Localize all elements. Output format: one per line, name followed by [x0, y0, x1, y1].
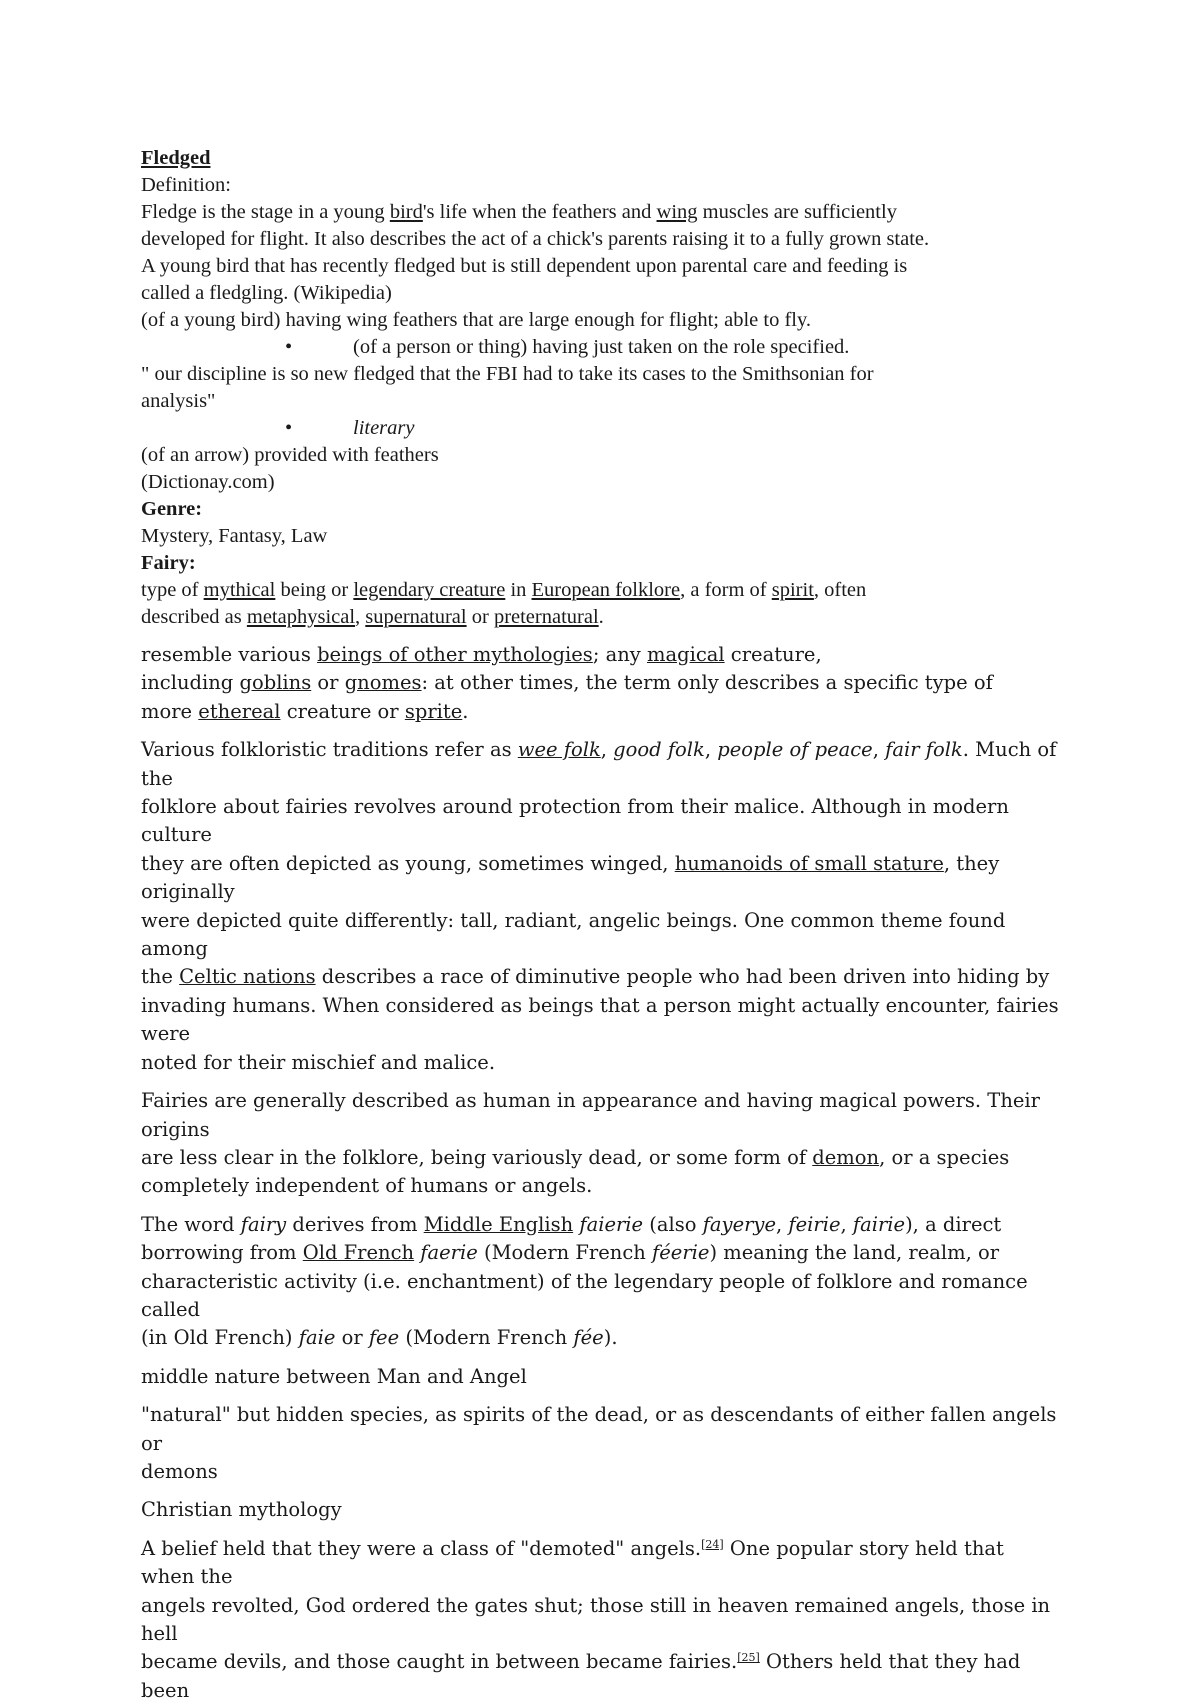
text-line	[141, 1535, 1061, 1592]
definition-label: Definition:	[141, 174, 231, 196]
hyperlink[interactable]: preternatural	[493, 606, 599, 628]
italic-term: good folk	[613, 738, 705, 762]
text-run: or	[466, 606, 494, 628]
paragraph	[141, 1496, 1061, 1524]
fairy-definition-block	[141, 577, 1061, 631]
text-run: Fledge is the stage in a young	[141, 201, 390, 223]
text-run: ,	[775, 1212, 789, 1236]
text-line	[141, 280, 1061, 307]
bullet-icon: •	[285, 417, 293, 439]
text-line	[141, 992, 1061, 1049]
text-line	[141, 1363, 1061, 1391]
text-run: resemble various	[141, 643, 318, 666]
text-run: the	[141, 965, 180, 989]
text-run: Others held that they had been	[141, 1650, 1021, 1702]
text-line	[141, 1268, 1061, 1325]
text-run: creature,	[724, 643, 822, 666]
text-line	[141, 577, 1061, 604]
text-line	[141, 199, 1061, 226]
text-run: demons	[141, 1459, 218, 1483]
italic-term: fair folk	[885, 738, 963, 762]
paragraph	[141, 1211, 1061, 1353]
hyperlink[interactable]: ethereal	[198, 699, 281, 723]
text-line	[141, 1087, 1061, 1144]
text-line	[141, 253, 1061, 280]
text-run: including	[141, 671, 240, 695]
italic-term: fayerye	[702, 1212, 776, 1236]
quote-block	[141, 361, 1061, 415]
text-run: " our discipline is so new fledged that the FBI had to take its cases to the Smithsonian for	[141, 363, 874, 385]
text-run: Fairies are generally described as human in appearance and having magical powers. Their origins	[141, 1089, 1040, 1141]
italic-term: faierie	[579, 1212, 644, 1236]
paragraph	[141, 736, 1061, 1077]
bullet-icon: •	[285, 336, 293, 358]
text-run: , often	[813, 579, 867, 601]
italic-term: faerie	[420, 1241, 478, 1265]
text-line	[141, 1144, 1061, 1172]
text-run: more	[141, 699, 199, 723]
text-line	[141, 226, 1061, 253]
text-run: ), a direct	[905, 1212, 1002, 1236]
text-line	[141, 1496, 1061, 1524]
text-run: analysis"	[141, 390, 216, 412]
body-paragraphs	[141, 641, 1061, 1705]
italic-term: feirie	[788, 1212, 841, 1236]
hyperlink[interactable]: Celtic nations	[179, 965, 316, 989]
genre-value: Mystery, Fantasy, Law	[141, 525, 328, 547]
italic-term: féerie	[652, 1241, 710, 1265]
text-run: "natural" but hidden species, as spirits of the dead, or as descendants of either fallen angels or	[141, 1403, 1057, 1455]
text-run: ,	[840, 1212, 853, 1236]
text-run: , or a species	[879, 1145, 1010, 1169]
bullet-item	[141, 415, 1061, 442]
text-run: . Much of the	[141, 738, 1057, 790]
document-page	[141, 145, 1061, 1705]
citation-link[interactable]: [25]	[737, 1651, 760, 1665]
text-run: or	[311, 671, 345, 695]
hyperlink[interactable]: sprite	[404, 699, 463, 723]
paragraph	[141, 1363, 1061, 1391]
text-run: , a form of	[680, 579, 772, 601]
italic-term: fairy	[240, 1212, 287, 1236]
hyperlink[interactable]: wing	[656, 201, 698, 223]
text-line	[141, 669, 1061, 697]
hyperlink[interactable]: Middle English	[423, 1212, 574, 1236]
text-run: characteristic activity (i.e. enchantment) of the legendary people of folklore and romance called	[141, 1269, 1028, 1321]
text-run: in	[505, 579, 532, 601]
bullet-text: (of a person or thing) having just taken on the role specified.	[353, 336, 850, 358]
italic-term: fee	[368, 1326, 400, 1350]
text-run: (of an arrow) provided with feathers	[141, 444, 439, 466]
text-run: being or	[275, 579, 354, 601]
text-run: noted for their mischief and malice.	[141, 1050, 496, 1074]
hyperlink[interactable]: supernatural	[365, 606, 467, 628]
citation-link[interactable]: [24]	[701, 1537, 724, 1551]
text-run: (Modern French	[399, 1326, 574, 1350]
text-run: developed for flight. It also describes the act of a chick's parents raising it to a fully grown state.	[141, 228, 930, 250]
hyperlink[interactable]: mythical	[203, 579, 276, 601]
text-run: ,	[704, 738, 718, 762]
text-run: angels revolted, God ordered the gates shut; those still in heaven remained angels, those in hell	[141, 1593, 1051, 1645]
text-run: they are often depicted as young, sometimes winged,	[141, 851, 675, 875]
text-line	[141, 1648, 1061, 1705]
text-run: , they originally	[141, 851, 1000, 904]
italic-term: wee folk	[517, 738, 601, 762]
paragraph	[141, 1535, 1061, 1705]
text-run: The word	[141, 1212, 241, 1236]
text-run: A belief held that they were a class of "demoted" angels.	[141, 1536, 702, 1560]
text-run: ,	[600, 738, 614, 762]
text-line	[141, 442, 1061, 469]
text-run: Various folkloristic traditions refer as	[141, 738, 518, 762]
text-run: (Dictionay.com)	[141, 471, 275, 493]
hyperlink[interactable]: demon	[812, 1145, 880, 1169]
text-run: borrowing from	[141, 1241, 303, 1265]
italic-term: faie	[298, 1326, 336, 1350]
text-run: Christian mythology	[141, 1498, 342, 1522]
arrow-definition-block	[141, 442, 1061, 496]
text-line	[141, 1592, 1061, 1649]
italic-term: fée	[573, 1326, 604, 1350]
italic-term: people of peace	[717, 738, 873, 762]
hyperlink[interactable]: magical	[646, 643, 725, 666]
hyperlink[interactable]: humanoids of small stature	[674, 851, 944, 875]
text-run: middle nature between Man and Angel	[141, 1364, 527, 1388]
text-run: (Modern French	[477, 1241, 653, 1265]
bullet-text: literary	[353, 417, 415, 439]
text-run: derives from	[286, 1212, 424, 1236]
text-line	[141, 698, 1061, 726]
text-run: called a fledgling. (Wikipedia)	[141, 282, 392, 304]
genre-label: Genre:	[141, 498, 203, 520]
paragraph	[141, 641, 1061, 726]
text-line	[141, 1211, 1061, 1239]
hyperlink[interactable]: European folklore	[531, 579, 681, 601]
text-run: .	[462, 699, 469, 723]
text-line	[141, 736, 1061, 793]
text-run: 's life when the feathers and	[422, 201, 657, 223]
text-run: ,	[872, 738, 886, 762]
hyperlink[interactable]: goblins	[239, 671, 312, 695]
text-line	[141, 1239, 1061, 1267]
paragraph	[141, 1401, 1061, 1486]
hyperlink[interactable]: spirit	[771, 579, 814, 601]
text-line	[141, 307, 1061, 334]
text-run: ) meaning the land, realm, or	[709, 1241, 1000, 1265]
text-line	[141, 1049, 1061, 1077]
text-run: became devils, and those caught in between became fairies.	[141, 1650, 738, 1674]
text-run: .	[598, 606, 604, 628]
text-line	[141, 793, 1061, 850]
text-line	[141, 604, 1061, 631]
text-run: ,	[355, 606, 366, 628]
hyperlink[interactable]: beings of other mythologies	[317, 643, 593, 666]
text-run: One popular story held that when the	[141, 1536, 1004, 1589]
text-run: muscles are sufficiently	[697, 201, 897, 223]
text-run: creature or	[280, 699, 405, 723]
text-line	[141, 1172, 1061, 1200]
hyperlink[interactable]: Old French	[302, 1241, 415, 1265]
text-line	[141, 907, 1061, 964]
text-run: ).	[603, 1326, 618, 1350]
text-run: are less clear in the folklore, being variously dead, or some form of	[141, 1145, 813, 1169]
text-line	[141, 361, 1061, 388]
text-run: were depicted quite differently: tall, radiant, angelic beings. One common theme found among	[141, 908, 1006, 961]
hyperlink[interactable]: gnomes	[344, 671, 422, 695]
fairy-label: Fairy:	[141, 552, 196, 574]
text-line	[141, 963, 1061, 991]
text-run: A young bird that has recently fledged but is still dependent upon parental care and feeding is	[141, 255, 908, 277]
hyperlink[interactable]: legendary creature	[353, 579, 506, 601]
text-run: type of	[141, 579, 204, 601]
text-line	[141, 469, 1061, 496]
text-line	[141, 1401, 1061, 1458]
paragraph	[141, 1087, 1061, 1201]
hyperlink[interactable]	[518, 738, 601, 761]
hyperlink[interactable]: metaphysical	[246, 606, 356, 628]
text-run: (also	[643, 1212, 703, 1236]
text-line	[141, 641, 1061, 669]
text-run: (of a young bird) having wing feathers that are large enough for flight; able to fly.	[141, 309, 812, 331]
text-run: invading humans. When considered as beings that a person might actually encounter, fairies were	[141, 993, 1059, 1046]
text-run: ; any	[592, 643, 647, 666]
text-run: folklore about fairies revolves around protection from their malice. Although in modern culture	[141, 795, 1009, 847]
text-line	[141, 850, 1061, 907]
italic-term: fairie	[852, 1212, 906, 1236]
text-run: or	[335, 1326, 369, 1350]
text-run: : at other times, the term only describes a specific type of	[421, 671, 993, 695]
doc-title: Fledged	[141, 147, 211, 169]
text-run: completely independent of humans or angels.	[141, 1174, 593, 1198]
text-line	[141, 1458, 1061, 1486]
text-run: describes a race of diminutive people who had been driven into hiding by	[315, 965, 1050, 989]
text-line	[141, 1324, 1061, 1352]
text-run: described as	[141, 606, 247, 628]
definition-block	[141, 199, 1061, 334]
text-line	[141, 388, 1061, 415]
text-run: (in Old French)	[141, 1326, 299, 1350]
bullet-item	[141, 334, 1061, 361]
hyperlink[interactable]: bird	[389, 201, 423, 223]
